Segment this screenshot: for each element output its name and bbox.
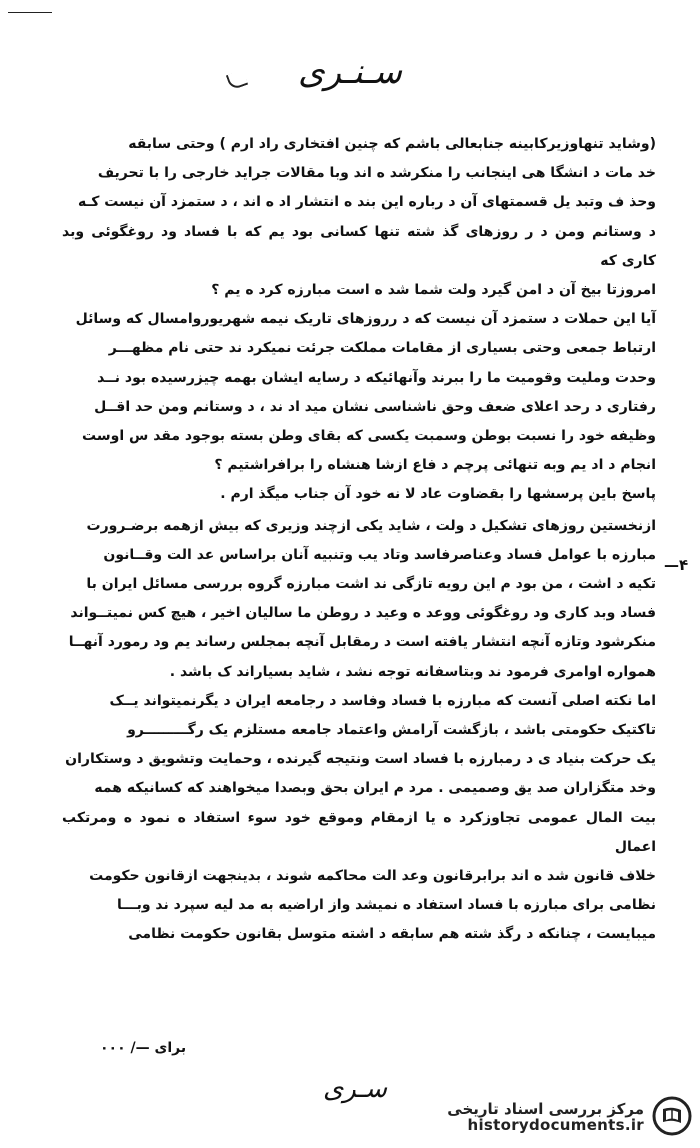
text-line: رفتاری د رحد اعلای ضعف وحق ناشناسی نشان مید اد ند ، د وستانم ومن حد اقــل: [94, 398, 656, 415]
text-line: ازنخستین روزهای تشکیل د ولت ، شاید یکی ازچند وزیری که بیش ازهمه برضـرورت: [86, 517, 656, 534]
text-line: تکیه د اشت ، من بود م این رویه تازگی ند اشت مبارزه گروه بررسی مسائل ایران با: [86, 576, 656, 593]
text-line: بیت المال عمومی تجاوزکرد ه یا ازمقام وموقع خود سوء استفاد ه نمود ه ومرتکب اعمال: [62, 809, 656, 855]
text-line: میبایست ، چنانکه د رگذ شته هم سابقه د اشته متوسل بقانون حکومت نظامی: [128, 926, 656, 943]
text-line: مبارزه با عوامل فساد وعناصرفاسد وتاد یب وتنبیه آنان براساس عد الت وقــانون: [103, 546, 656, 563]
text-line: انجام د اد یم وبه تنهائی پرچم د فاع ازشا هنشاه را برافراشتیم ؟: [214, 457, 656, 474]
classification-footer: سـری: [322, 1074, 388, 1104]
text-line: ارتباط جمعی وحتی بسیاری از مقامات مملکت جرئت نمیکرد ند حتی نام مظهـــر: [108, 340, 656, 357]
watermark-text: [447, 1102, 644, 1134]
top-rule: [8, 12, 52, 13]
paragraph-2: [62, 305, 656, 480]
text-line: (وشاید تنهاوزیرکابینه جنابعالی باشم که چنین افتخاری راد ارم ) وحتی سابقه: [128, 136, 656, 152]
text-line: پاسخ باین پرسشها را بقضاوت عاد لا نه خود آن جناب میگذ ارم .: [220, 486, 656, 503]
text-line: وحذ ف وتبد یل قسمتهای آن د رباره این بند ه انتشار اد ه اند ، د ستمزد آن نیست کـه: [78, 194, 656, 211]
text-line: نظامی برای مبارزه با فساد استفاد ه نمیشد واز اراضیه به مد لیه سپرد ند وبـــا: [116, 897, 656, 914]
watermark-url: historydocuments.ir: [467, 1116, 644, 1134]
text-line: اما نکته اصلی آنست که مبارزه با فساد وفاسد د رجامعه ایران د یگرنمیتواند یــک: [109, 692, 656, 709]
text-line: آیا این حملات د ستمزد آن نیست که د رروزهای تاریک نیمه شهریوروامسال که وسائل: [75, 311, 656, 328]
text-line: فساد وبد کاری ود روغگوئی ووعد ه وعید د روطن ما سالیان اخیر ، هیچ کس نمیتــواند: [70, 605, 656, 622]
paragraph-1: [62, 130, 656, 305]
document-body: [62, 130, 656, 950]
text-line: یک حرکت بنیاد ی د رمبارزه با فساد است ونتیجه گیرنده ، وحمایت وتشویق د وستکاران: [65, 751, 656, 768]
text-line: خلاف قانون شد ه اند برابرقانون وعد الت محاکمه شوند ، بدینجهت ازقانون حکومت: [89, 868, 656, 885]
text-line: امروزتا بیخ آن د امن گیرد ولت شما شد ه است مبارزه کرد ه یم ؟: [211, 282, 656, 299]
paragraph-3: [62, 480, 656, 509]
text-line: وخد متگزاران صد یق وصمیمی . مرد م ایران بحق وبصدا میخواهند که کسانیکه همه: [94, 780, 656, 797]
text-line: وحدت وملیت وقومیت ما را ببرند وآنهائیکه د رسایه ایشان بهمه چیزرسیده بود نــد: [97, 369, 656, 386]
paragraph-4: [62, 512, 656, 687]
text-line: د وستانم ومن د ر روزهای گذ شته تنها کسانی بود یم که با فساد ود روغگوئی وبد کاری که: [62, 223, 656, 269]
watermark: [410, 1096, 692, 1140]
item-number: —۴: [664, 556, 689, 574]
text-line: منکرشود وتازه آنچه انتشار یافته است د رمقابل آنچه بمجلس رساند یم ود رمورد آنهــا: [68, 634, 656, 651]
text-line: خد مات د انشگا هی اینجانب را منکرشد ه اند وبا مقالات جراید خارجی را با تحریف: [97, 165, 656, 182]
classification-heading: سـنـری: [297, 52, 403, 92]
text-line: وظیفه خود را نسبت بوطن وسمبت یکسی که بقای وطن بسته بوجود مقد س اوست: [82, 428, 656, 445]
watermark-name: مرکز بررسی اسناد تاریخی: [447, 1100, 644, 1119]
text-line: همواره اوامری فرمود ند وبتاسفانه توجه نشد ، شاید بسیاراند ک باشد .: [169, 663, 656, 680]
trailing-note: برای —/ ۰۰۰: [100, 1040, 187, 1056]
book-logo-icon: [652, 1096, 692, 1140]
text-line: تاکتیک حکومتی باشد ، بازگشت آرامش واعتماد جامعه مستلزم یک رگـــــــــرو: [127, 722, 656, 739]
paragraph-5: [62, 687, 656, 950]
